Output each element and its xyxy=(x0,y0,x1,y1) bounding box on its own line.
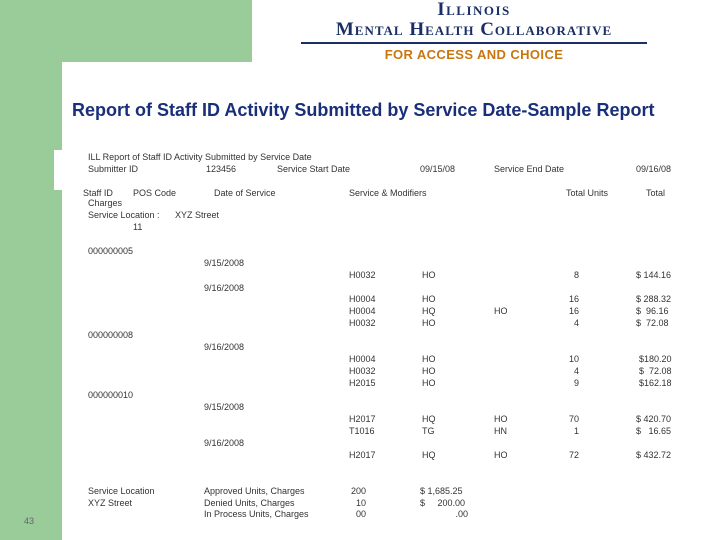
left-green-band xyxy=(0,0,62,540)
col-charges: Charges xyxy=(88,198,123,208)
service-code: H0004 xyxy=(349,294,376,304)
service-code: H2017 xyxy=(349,414,376,424)
staff-id: 000000010 xyxy=(88,390,134,400)
service-code: H0004 xyxy=(349,354,376,364)
modifier-1: HO xyxy=(422,294,436,304)
modifier-2: HN xyxy=(494,426,507,436)
modifier-1: HQ xyxy=(422,306,436,316)
modifier-1: HO xyxy=(422,354,436,364)
service-date: 9/16/2008 xyxy=(204,283,245,293)
service-date: 9/15/2008 xyxy=(204,258,245,268)
total-units: 4 xyxy=(573,366,579,376)
service-code: H0032 xyxy=(349,270,376,280)
modifier-1: TG xyxy=(422,426,435,436)
service-location-value: XYZ Street xyxy=(175,210,220,220)
col-date-of-service: Date of Service xyxy=(214,188,276,198)
summary-row-charges: .00 xyxy=(455,509,468,519)
service-date: 9/16/2008 xyxy=(204,438,245,448)
start-date: 09/15/08 xyxy=(420,164,456,174)
service-date: 9/15/2008 xyxy=(204,402,245,412)
modifier-1: HO xyxy=(422,378,436,388)
summary-row-units: 200 xyxy=(350,486,366,496)
total-charges: $180.20 xyxy=(639,354,672,364)
report-heading: ILL Report of Staff ID Activity Submitted by Service Date xyxy=(88,152,312,162)
start-date-label: Service Start Date xyxy=(277,164,351,174)
total-charges: $ 16.65 xyxy=(636,426,672,436)
submitter-label: Submitter ID xyxy=(88,164,139,174)
summary-row-charges: $ 1,685.25 xyxy=(420,486,463,496)
total-units: 70 xyxy=(568,414,579,424)
modifier-1: HQ xyxy=(422,414,436,424)
top-green-band xyxy=(0,0,252,62)
staff-id: 000000008 xyxy=(88,330,134,340)
modifier-1: HO xyxy=(422,270,436,280)
end-date-label: Service End Date xyxy=(494,164,565,174)
summary-row-label: Denied Units, Charges xyxy=(204,498,295,508)
total-charges: $162.18 xyxy=(639,378,672,388)
service-code: H0004 xyxy=(349,306,376,316)
collaborative-logo xyxy=(296,0,652,64)
total-charges: $ 144.16 xyxy=(636,270,672,280)
service-code: T1016 xyxy=(349,426,375,436)
col-total: Total xyxy=(646,188,666,198)
total-units: 9 xyxy=(573,378,579,388)
summary-row-label: In Process Units, Charges xyxy=(204,509,309,519)
col-pos-code: POS Code xyxy=(133,188,177,198)
modifier-1: HO xyxy=(422,366,436,376)
slide-number: 43 xyxy=(24,516,35,526)
summary-location-value: XYZ Street xyxy=(88,498,133,508)
content-panel xyxy=(62,62,720,540)
total-charges: $ 72.08 xyxy=(636,318,669,328)
total-units: 1 xyxy=(573,426,579,436)
staff-id: 000000005 xyxy=(88,246,134,256)
total-units: 72 xyxy=(568,450,579,460)
total-units: 16 xyxy=(568,294,579,304)
total-charges: $ 288.32 xyxy=(636,294,672,304)
service-date: 9/16/2008 xyxy=(204,342,245,352)
service-location-code: 11 xyxy=(133,222,143,232)
modifier-2: HO xyxy=(494,306,508,316)
total-charges: $ 96.16 xyxy=(636,306,669,316)
modifier-1: HO xyxy=(422,318,436,328)
total-charges: $ 72.08 xyxy=(639,366,672,376)
service-location-label: Service Location : xyxy=(88,210,160,220)
service-code: H2015 xyxy=(349,378,376,388)
col-total-units: Total Units xyxy=(566,188,609,198)
summary-row-units: 10 xyxy=(355,498,366,508)
summary-row-units: 00 xyxy=(355,509,366,519)
service-code: H0032 xyxy=(349,366,376,376)
logo-line-2: Mental Health Collaborative xyxy=(335,19,613,40)
total-units: 10 xyxy=(568,354,579,364)
logo-divider xyxy=(301,42,647,44)
summary-location-label: Service Location xyxy=(88,486,155,496)
service-code: H2017 xyxy=(349,450,376,460)
total-units: 16 xyxy=(568,306,579,316)
slide-title: Report of Staff ID Activity Submitted by Service Date-Sample Report xyxy=(72,100,655,120)
total-charges: $ 420.70 xyxy=(636,414,672,424)
service-code: H0032 xyxy=(349,318,376,328)
total-units: 8 xyxy=(573,270,579,280)
summary-row-label: Approved Units, Charges xyxy=(204,486,305,496)
submitter-id: 123456 xyxy=(206,164,237,174)
modifier-2: HO xyxy=(494,450,508,460)
modifier-2: HO xyxy=(494,414,508,424)
end-date: 09/16/08 xyxy=(636,164,672,174)
logo-tagline: FOR ACCESS AND CHOICE xyxy=(384,47,564,62)
col-staff-id: Staff ID xyxy=(83,188,113,198)
summary-row-charges: $ 200.00 xyxy=(420,498,466,508)
total-units: 4 xyxy=(573,318,579,328)
col-service-modifiers: Service & Modifiers xyxy=(349,188,427,198)
logo-line-1: Illinois xyxy=(437,0,511,20)
total-charges: $ 432.72 xyxy=(636,450,672,460)
modifier-1: HQ xyxy=(422,450,436,460)
